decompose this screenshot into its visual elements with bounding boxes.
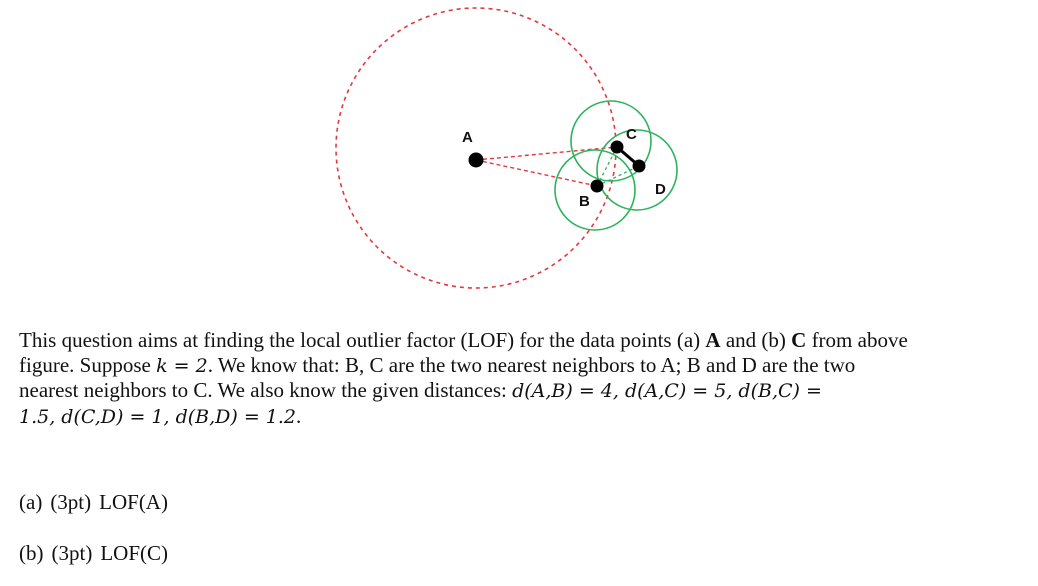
part-b: [19, 541, 176, 566]
part-a-points: (3pt): [50, 490, 92, 514]
point-c: [611, 141, 624, 154]
label-b: B: [579, 193, 590, 210]
part-a-text: LOF(A): [99, 490, 168, 514]
part-a: [19, 490, 176, 515]
question-line-3: nearest neighbors to C. We also know the given distances: d(A,B) = 4, d(A,C) = 5, d(B,C) =: [19, 378, 822, 402]
point-c-bold: C: [791, 328, 807, 352]
part-b-label: (b): [19, 541, 44, 565]
question-line-4: 1.5, d(C,D) = 1, d(B,D) = 1.2.: [19, 403, 302, 428]
part-a-label: (a): [19, 490, 43, 514]
part-b-text: LOF(C): [100, 541, 168, 565]
question-line-2: figure. Suppose k = 2. We know that: B, C are the two nearest neighbors to A; B and D are the two: [19, 352, 856, 377]
label-a: A: [462, 129, 473, 146]
distances-equation-1: d(A,B) = 4, d(A,C) = 5, d(B,C) =: [512, 380, 822, 402]
point-a: [469, 153, 484, 168]
point-d: [633, 160, 646, 173]
reachability-circle-a: [336, 8, 616, 288]
question-paragraph: [19, 328, 1019, 429]
point-b: [591, 180, 604, 193]
k-equation: k = 2: [156, 354, 208, 377]
edge-a-c: [476, 147, 617, 160]
distances-equation-2: 1.5, d(C,D) = 1, d(B,D) = 1.2: [19, 405, 297, 428]
part-b-points: (3pt): [51, 541, 93, 565]
label-d: D: [655, 181, 666, 198]
point-a-bold: A: [705, 328, 721, 352]
question-line-1: This question aims at finding the local outlier factor (LOF) for the data points (a) A and (b) C from above: [19, 328, 908, 352]
label-c: C: [626, 126, 637, 143]
